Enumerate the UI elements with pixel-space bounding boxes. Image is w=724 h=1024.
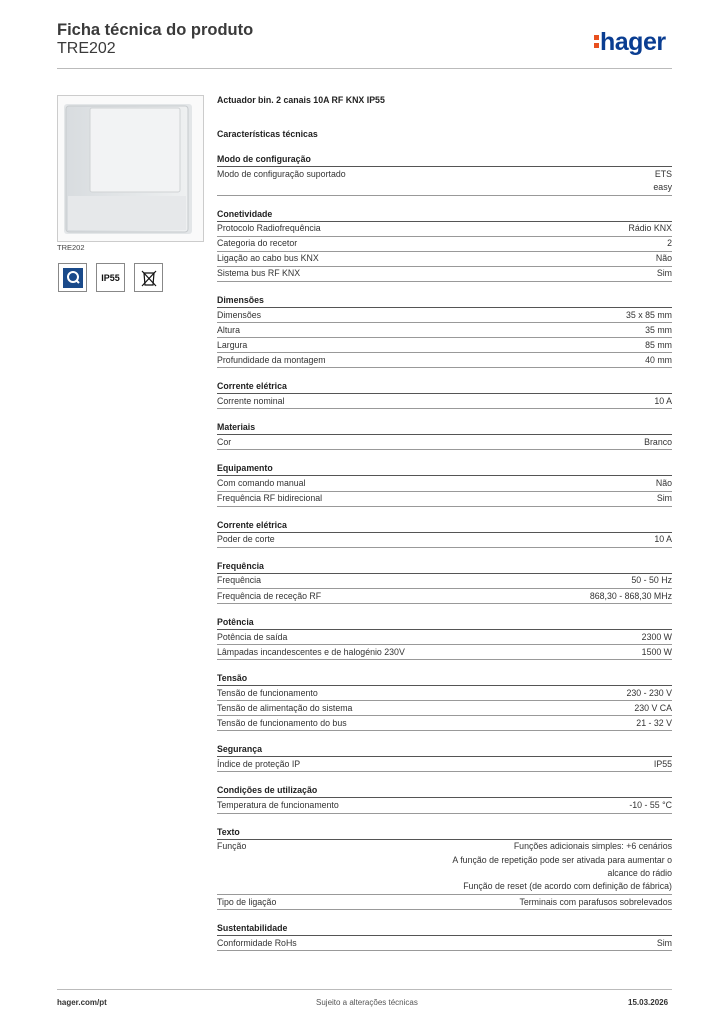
spec-row bbox=[217, 645, 672, 660]
spec-value: Branco bbox=[644, 437, 672, 448]
spec-label: Potência de saída bbox=[217, 631, 288, 642]
ip55-icon: IP55 bbox=[96, 263, 125, 292]
spec-section bbox=[217, 520, 672, 548]
spec-label: Categoria do recetor bbox=[217, 238, 298, 249]
spec-label: Conformidade RoHs bbox=[217, 937, 297, 948]
spec-label: Sistema bus RF KNX bbox=[217, 268, 301, 279]
spec-sections bbox=[217, 154, 672, 951]
spec-row bbox=[217, 686, 672, 701]
spec-section bbox=[217, 381, 672, 409]
section-title: Potência bbox=[217, 617, 672, 630]
spec-row bbox=[217, 492, 672, 507]
spec-label: Frequência RF bidirecional bbox=[217, 493, 323, 504]
spec-section bbox=[217, 154, 672, 196]
spec-label: Índice de proteção IP bbox=[217, 759, 301, 770]
spec-section bbox=[217, 673, 672, 731]
section-title: Materiais bbox=[217, 422, 672, 435]
spec-value: 35 mm bbox=[645, 324, 672, 335]
certification-badges bbox=[58, 263, 163, 292]
spec-label: Tensão de funcionamento bbox=[217, 687, 318, 698]
spec-value: Não bbox=[655, 253, 672, 264]
weee-bin-icon bbox=[134, 263, 163, 292]
footer-divider bbox=[57, 989, 672, 990]
spec-label: Poder de corte bbox=[217, 534, 275, 545]
spec-value: 40 mm bbox=[645, 354, 672, 365]
product-name: Actuador bin. 2 canais 10A RF KNX IP55 bbox=[217, 95, 385, 105]
spec-row bbox=[217, 574, 672, 589]
spec-value: 21 - 32 V bbox=[636, 717, 672, 728]
image-caption: TRE202 bbox=[57, 243, 85, 252]
section-title: Modo de configuração bbox=[217, 154, 672, 167]
spec-row bbox=[217, 701, 672, 716]
spec-row bbox=[217, 840, 672, 895]
header-divider bbox=[57, 68, 672, 69]
footer-date: 15.03.2026 bbox=[628, 998, 669, 1007]
spec-value: 230 - 230 V bbox=[626, 687, 672, 698]
spec-row bbox=[217, 895, 672, 910]
spec-value: IP55 bbox=[653, 759, 672, 770]
spec-row bbox=[217, 308, 672, 323]
spec-label: Modo de configuração suportado bbox=[217, 168, 346, 179]
spec-label: Profundidade da montagem bbox=[217, 354, 326, 365]
tech-heading: Características técnicas bbox=[217, 129, 318, 139]
spec-value: Funções adicionais simples: +6 cenários A função de repetição pode ser ativada para aumentar o alcance do rádio Função de reset (de acordo com definição de fábrica) bbox=[452, 841, 672, 892]
spec-value: Não bbox=[655, 478, 672, 489]
spec-section bbox=[217, 744, 672, 772]
spec-label: Ligação ao cabo bus KNX bbox=[217, 253, 319, 264]
spec-row bbox=[217, 394, 672, 409]
spec-row bbox=[217, 716, 672, 731]
spec-label: Corrente nominal bbox=[217, 395, 285, 406]
section-title: Corrente elétrica bbox=[217, 520, 672, 533]
spec-row bbox=[217, 798, 672, 813]
spec-value: 10 A bbox=[654, 395, 672, 406]
spec-row bbox=[217, 936, 672, 951]
logo-dots-icon bbox=[594, 32, 599, 51]
spec-row bbox=[217, 353, 672, 368]
section-title: Condições de utilização bbox=[217, 785, 672, 798]
spec-value: Sim bbox=[656, 268, 672, 279]
spec-section bbox=[217, 422, 672, 450]
spec-value: -10 - 55 °C bbox=[629, 800, 672, 811]
spec-label: Função bbox=[217, 841, 247, 852]
spec-value: Rádio KNX bbox=[628, 223, 672, 234]
spec-section bbox=[217, 617, 672, 660]
quality-badge-icon bbox=[58, 263, 87, 292]
spec-label: Com comando manual bbox=[217, 478, 306, 489]
spec-value: 2300 W bbox=[641, 631, 672, 642]
section-title: Dimensões bbox=[217, 295, 672, 308]
spec-value: 85 mm bbox=[645, 339, 672, 350]
spec-row bbox=[217, 533, 672, 548]
spec-label: Lâmpadas incandescentes e de halogénio 230V bbox=[217, 646, 405, 657]
section-title: Texto bbox=[217, 827, 672, 840]
spec-label: Tensão de funcionamento do bus bbox=[217, 717, 347, 728]
section-title: Segurança bbox=[217, 744, 672, 757]
spec-label: Largura bbox=[217, 339, 248, 350]
spec-value: Sim bbox=[656, 493, 672, 504]
spec-section bbox=[217, 463, 672, 506]
spec-value: 868,30 - 868,30 MHz bbox=[589, 590, 672, 601]
spec-label: Tensão de alimentação do sistema bbox=[217, 702, 353, 713]
spec-label: Dimensões bbox=[217, 309, 262, 320]
spec-value: 1500 W bbox=[641, 646, 672, 657]
section-title: Tensão bbox=[217, 673, 672, 686]
footer-notice: Sujeito a alterações técnicas bbox=[316, 998, 418, 1007]
spec-label: Tipo de ligação bbox=[217, 896, 277, 907]
spec-section bbox=[217, 295, 672, 368]
spec-section bbox=[217, 209, 672, 282]
spec-value: 10 A bbox=[654, 534, 672, 545]
spec-value: 230 V CA bbox=[634, 702, 672, 713]
actuator-device-icon bbox=[58, 96, 203, 241]
spec-row bbox=[217, 252, 672, 267]
spec-row bbox=[217, 323, 672, 338]
spec-row bbox=[217, 338, 672, 353]
spec-label: Frequência bbox=[217, 575, 262, 586]
spec-value: 2 bbox=[667, 238, 672, 249]
spec-value: 50 - 50 Hz bbox=[631, 575, 672, 586]
spec-section bbox=[217, 561, 672, 604]
spec-label: Frequência de receção RF bbox=[217, 590, 322, 601]
section-title: Sustentabilidade bbox=[217, 923, 672, 936]
section-title: Corrente elétrica bbox=[217, 381, 672, 394]
footer-website: hager.com/pt bbox=[57, 998, 107, 1007]
spec-row bbox=[217, 267, 672, 282]
section-title: Conetividade bbox=[217, 209, 672, 222]
product-code: TRE202 bbox=[57, 40, 116, 57]
spec-label: Protocolo Radiofrequência bbox=[217, 223, 321, 234]
page-title: Ficha técnica do produto bbox=[57, 21, 254, 39]
spec-label: Altura bbox=[217, 324, 240, 335]
product-image bbox=[57, 95, 204, 242]
spec-section bbox=[217, 785, 672, 813]
section-title: Frequência bbox=[217, 561, 672, 574]
spec-row bbox=[217, 630, 672, 645]
hager-logo bbox=[594, 28, 666, 57]
spec-row bbox=[217, 757, 672, 772]
spec-content bbox=[217, 95, 672, 951]
spec-value: Sim bbox=[656, 937, 672, 948]
spec-section bbox=[217, 827, 672, 910]
spec-row bbox=[217, 435, 672, 450]
spec-label: Temperatura de funcionamento bbox=[217, 800, 339, 811]
spec-value: Terminais com parafusos sobrelevados bbox=[519, 896, 672, 907]
spec-value: ETS easy bbox=[653, 168, 672, 193]
spec-row bbox=[217, 589, 672, 604]
spec-label: Cor bbox=[217, 437, 232, 448]
spec-row bbox=[217, 237, 672, 252]
section-title: Equipamento bbox=[217, 463, 672, 476]
logo-text: hager bbox=[600, 28, 666, 56]
spec-row bbox=[217, 167, 672, 196]
spec-row bbox=[217, 222, 672, 237]
spec-row bbox=[217, 476, 672, 491]
spec-value: 35 x 85 mm bbox=[626, 309, 672, 320]
spec-section bbox=[217, 923, 672, 951]
